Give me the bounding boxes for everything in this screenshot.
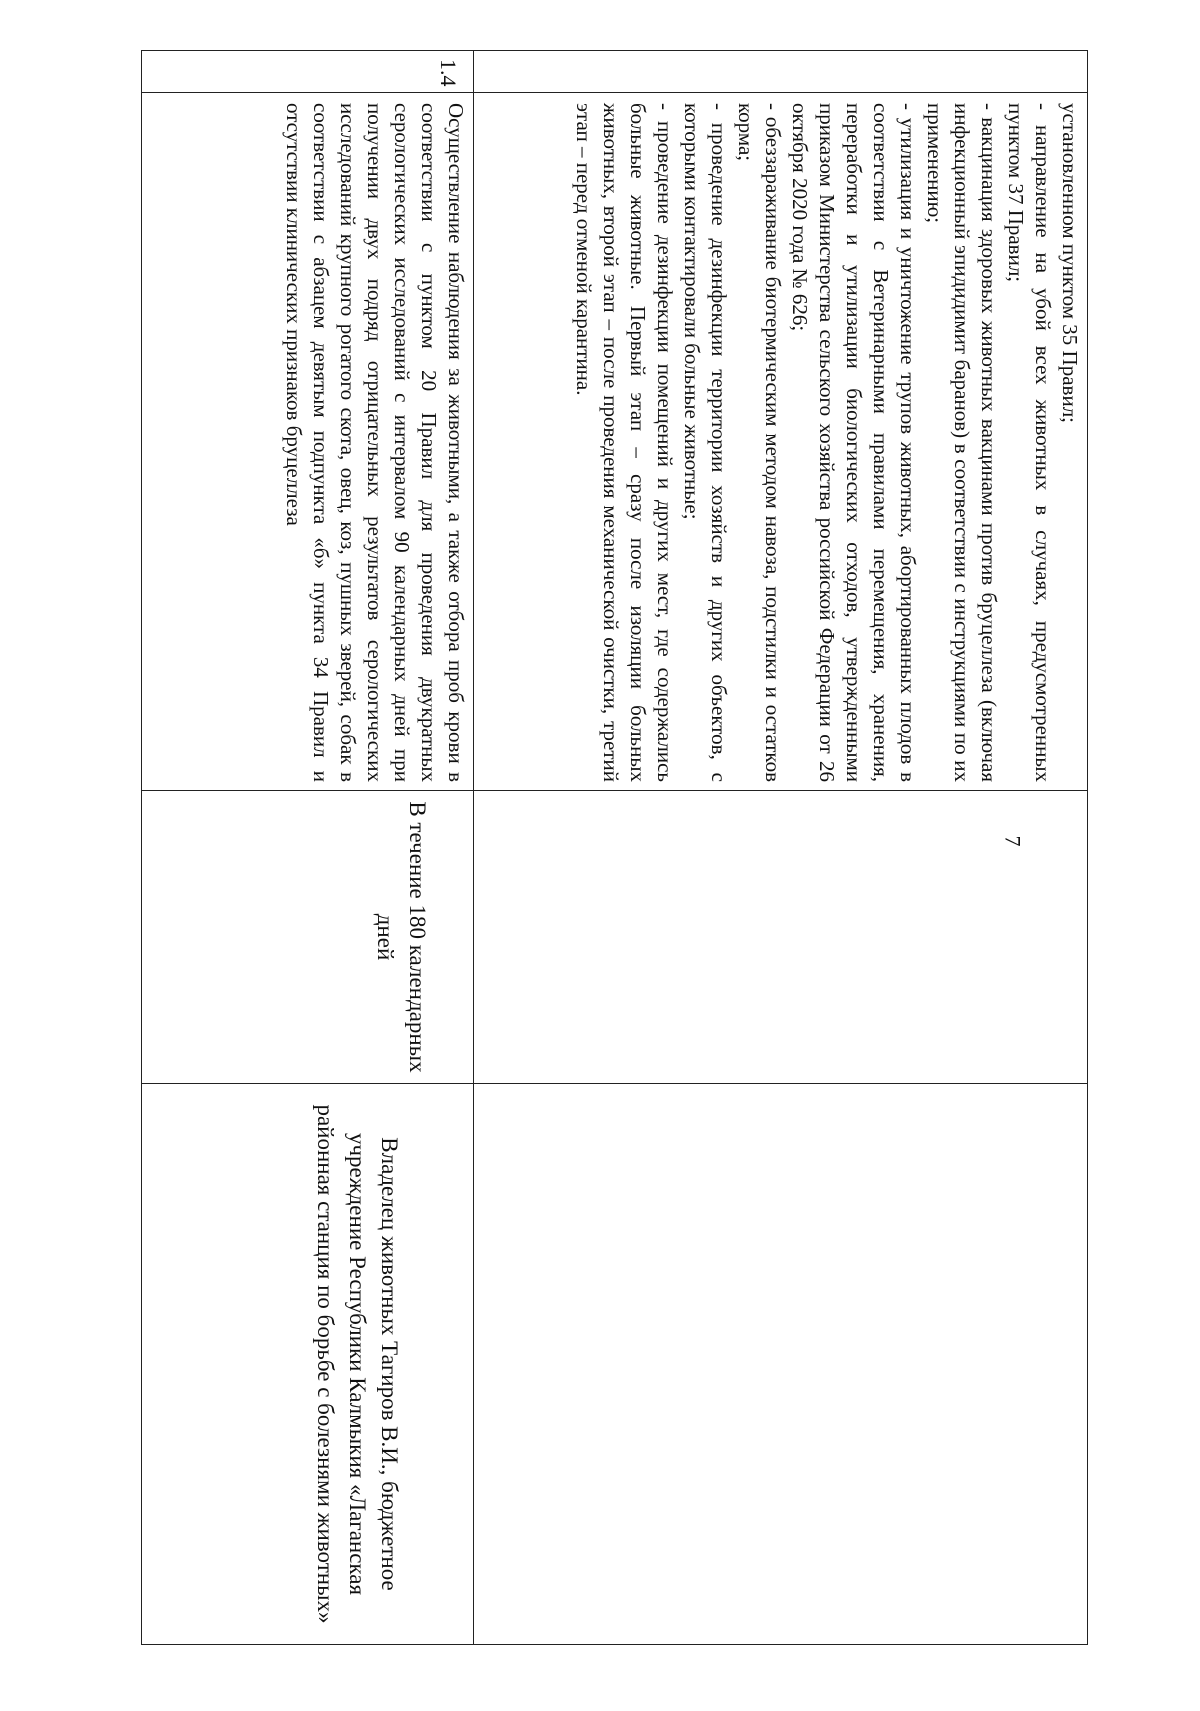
responsible-cell [142,1084,474,1645]
responsible-text [1019,1084,1087,1644]
measure-item: - направление на убой всех животных в случаях, предусмотренных пунктом 37 Правил; [1004,103,1055,782]
rotated-page [136,50,1088,1640]
row-number-cell [142,51,474,93]
measure-item: - утилизация и уничтожение трупов животных, абортированных плодов в соответствии с Ветеринарными правилами перемещения, хранения, переработки и утилизации биологических отходов, утвержденными приказом Министерства сельского хозяйства российской Федерации от 26 октября 2020 года № 626; [788,103,920,782]
measures-cell [474,93,1088,791]
term-cell [142,791,474,1084]
measure-text: Осуществление наблюдения за животными, а также отбора проб крови в соответствии с пунктом 20 Правил для проведения двукратных серологических исследований с интервалом 90 календарных дней при получении двух подряд отрицательных результатов серологических исследований крупного рогатого скота, овец, коз, пушных зверей, собак в соответствии с абзацем девятым подпункта «б» пункта 34 Правил и отсутствии клинических признаков бруцеллеза [282,103,468,782]
table-row [142,51,474,1645]
term-text [1047,791,1087,1083]
measures-cell [142,93,474,791]
responsible-cell [474,1084,1088,1645]
row-number [1075,51,1087,92]
measure-item: - проведение дезинфекции территории хозяйств и других объектов, с которыми контактировали больные животные; [680,103,731,782]
measure-item: установленном пунктом 35 Правил; [1058,103,1082,424]
responsible-text: Владелец животных Тагиров В.И., бюджетное учреждение Республики Калмыкия «Лаганская районная станция по борьбе с болезнями животных» [313,1104,402,1624]
row-number: 1.4 [436,59,461,87]
measure-item: - обеззараживание биотермическим методом навоза, подстилки и остатков корма; [734,103,785,782]
measure-item: - вакцинация здоровых животных вакцинами против бруцеллеза (включая инфекционный эпидидимит баранов) в соответствии с инструкциями по их применению; [923,103,1001,782]
row-number-cell [474,51,1088,93]
measure-item: - проведение дезинфекции помещений и других мест, где содержались больные животные. Первый этап – сразу после изоляции больных животных, второй этап – после проведения механической очистки, третий этап – перед отменой карантина. [572,103,677,782]
measures-list [570,93,1087,790]
term-text: В течение 180 календарных дней [373,801,430,1073]
measures-table [141,50,1088,1645]
table-row [474,51,1088,1645]
page-number: 7 [1000,835,1026,847]
term-cell [474,791,1088,1084]
